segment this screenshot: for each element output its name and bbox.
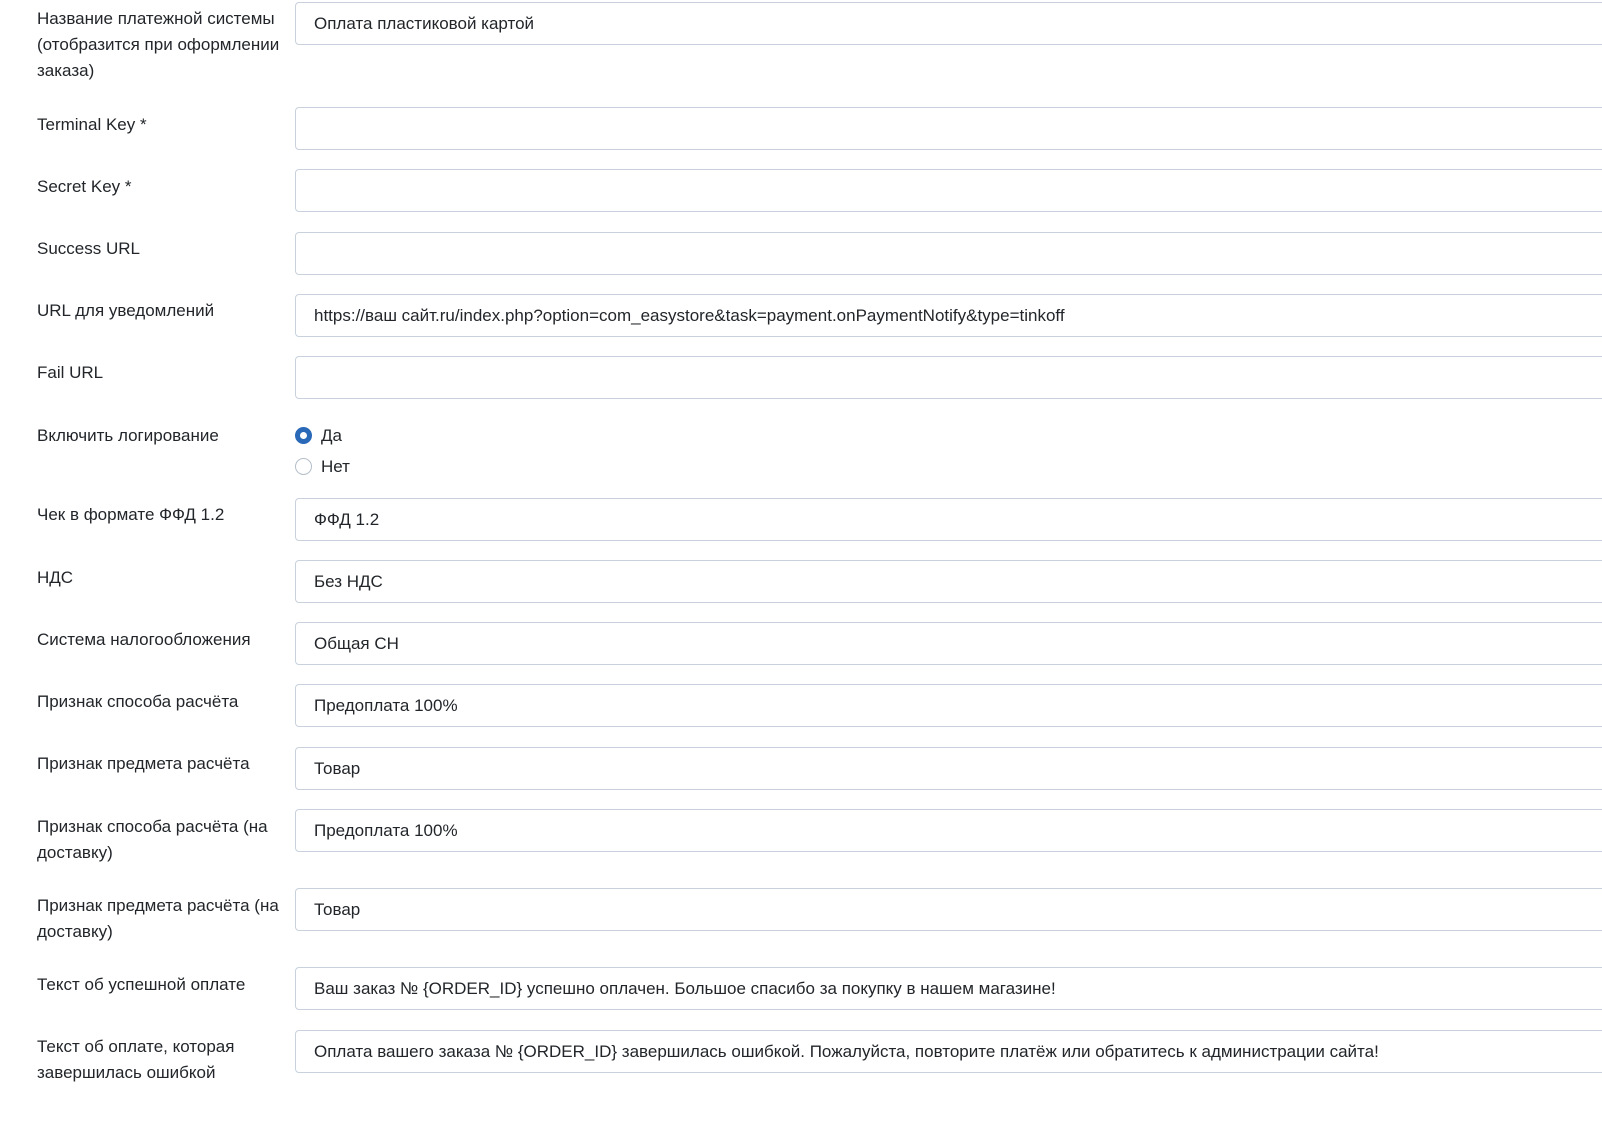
field-label-fail-text: Текст об оплате, которая завершилась ошибкой	[37, 1037, 235, 1082]
field-label-success-url: Success URL	[37, 239, 140, 258]
logging-radio-group	[295, 420, 350, 482]
tax-system-select[interactable]: Общая СН	[295, 622, 1602, 665]
radio-unchecked-icon[interactable]	[295, 458, 312, 475]
payment-name-input[interactable]: Оплата пластиковой картой	[295, 2, 1602, 45]
payment-method-delivery-select[interactable]: Предоплата 100%	[295, 809, 1602, 852]
fail-text-input[interactable]: Оплата вашего заказа № {ORDER_ID} завершилась ошибкой. Пожалуйста, повторите платёж или обратитесь к администрации сайта!	[295, 1030, 1602, 1073]
field-label-fail-url: Fail URL	[37, 363, 104, 382]
fail-url-input[interactable]	[295, 356, 1602, 399]
ffd-select[interactable]: ФФД 1.2	[295, 498, 1602, 541]
logging-option-no-label: Нет	[321, 456, 350, 476]
field-label-logging: Включить логирование	[37, 426, 219, 445]
field-label-tax-system: Система налогообложения	[37, 630, 251, 649]
field-label-notify-url: URL для уведомлений	[37, 301, 215, 320]
field-label-success-text: Текст об успешной оплате	[37, 975, 246, 994]
field-label-payment-object: Признак предмета расчёта	[37, 754, 250, 773]
field-label-payment-object-delivery: Признак предмета расчёта (на доставку)	[37, 896, 279, 941]
success-text-input[interactable]: Ваш заказ № {ORDER_ID} успешно оплачен. Большое спасибо за покупку в нашем магазине!	[295, 967, 1602, 1010]
success-url-input[interactable]	[295, 232, 1602, 275]
terminal-key-input[interactable]	[295, 107, 1602, 150]
vat-select[interactable]: Без НДС	[295, 560, 1602, 603]
field-label-secret-key: Secret Key *	[37, 177, 132, 196]
field-label-vat: НДС	[37, 568, 74, 587]
logging-option-yes-label: Да	[321, 425, 342, 445]
secret-key-input[interactable]	[295, 169, 1602, 212]
field-label-payment-method-delivery: Признак способа расчёта (на доставку)	[37, 817, 268, 862]
payment-object-delivery-select[interactable]: Товар	[295, 888, 1602, 931]
radio-checked-icon[interactable]	[295, 427, 312, 444]
payment-object-select[interactable]: Товар	[295, 747, 1602, 790]
field-label-payment-method: Признак способа расчёта	[37, 692, 239, 711]
logging-option-yes[interactable]	[295, 420, 350, 451]
notify-url-input[interactable]: https://ваш сайт.ru/index.php?option=com_easystore&task=payment.onPaymentNotify&type=tinkoff	[295, 294, 1602, 337]
field-label-terminal-key: Terminal Key *	[37, 115, 147, 134]
field-label-ffd: Чек в формате ФФД 1.2	[37, 505, 225, 524]
logging-option-no[interactable]	[295, 451, 350, 482]
field-label-payment-name: Название платежной системы (отобразится при оформлении заказа)	[37, 9, 280, 80]
payment-method-select[interactable]: Предоплата 100%	[295, 684, 1602, 727]
